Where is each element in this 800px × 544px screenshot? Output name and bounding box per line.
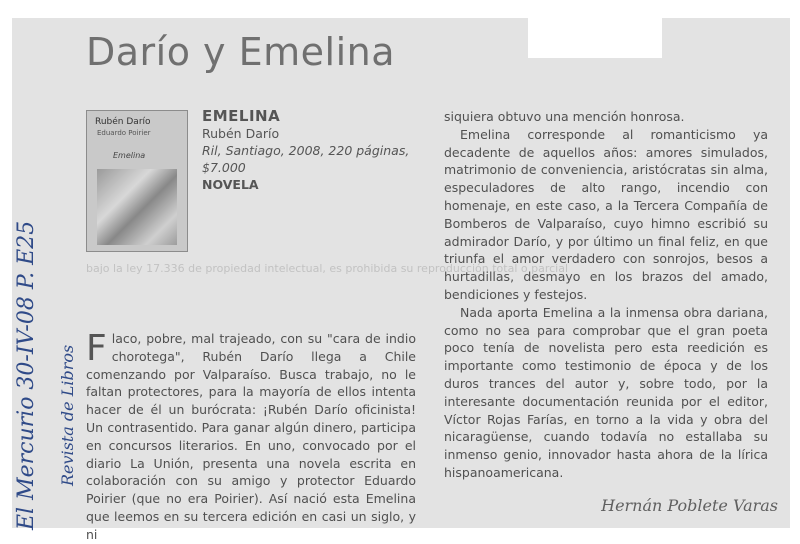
handwritten-section-note: Revista de Libros xyxy=(58,344,77,486)
book-genre: NOVELA xyxy=(202,177,259,192)
book-author: Rubén Darío xyxy=(202,126,280,141)
article-column-1 xyxy=(86,330,416,544)
drop-cap: F xyxy=(86,328,107,369)
cover-illustration xyxy=(97,169,177,245)
paper-corner-gap xyxy=(528,18,662,58)
cover-title: Rubén Darío xyxy=(95,117,151,127)
book-publisher: Ril, Santiago, 2008, 220 páginas, xyxy=(202,143,410,158)
book-info xyxy=(202,108,409,193)
column-2-paragraph-2: Emelina corresponde al romanticismo ya decadente de aquellos años: amores simulados, matrimonio de conveniencia, aristócratas sin alma, especuladores de alto rango, incendio con homenaje, en este caso, a la Tercera Compañía de Bomberos de Valparaíso, cuyo himno escribió su admirador Darío, y por último un final feliz, en que triunfa el amor verdadero con sonrojos, besos a hurtadillas, desmayo en los brazos del amado, bendiciones y festejos. xyxy=(444,126,768,302)
column-1-text: laco, pobre, mal trajeado, con su "cara de indio chorotega", Rubén Darío llega a Chile comenzando por Valparaíso. Busca trabajo, no le faltan protectores, para la mayoría de ellos intenta hacer de él un burócrata: ¡Rubén Darío oficinista! Un contrasentido. Para ganar algún dinero, participa en concursos literarios. En uno, convocado por el diario La Unión, presenta una novela escrita en colaboración con su amigo y protector Eduardo Poirier (que no era Poirier). Así nació esta Emelina que leemos en su tercera edición en casi un siglo, y ni xyxy=(86,331,416,542)
article-column-2 xyxy=(444,108,768,482)
article-title: Darío y Emelina xyxy=(86,30,396,74)
author-signature: Hernán Poblete Varas xyxy=(601,496,778,515)
handwritten-source-note: El Mercurio 30-IV-08 P. E25 xyxy=(14,220,39,530)
cover-subtitle: Eduardo Poirier xyxy=(97,129,151,137)
faint-notice: bajo la ley 17.336 de propiedad intelectual, es prohibida su reproducción total o parcial xyxy=(86,262,569,275)
column-2-paragraph-1: siquiera obtuvo una mención honrosa. xyxy=(444,109,685,124)
column-2-paragraph-3: Nada aporta Emelina a la inmensa obra dariana, como no sea para comprobar que el gran poeta poco tenía de novelista pero esta reedición es importante como testimonio de época y de los duros trances del autor y, sobre todo, por la interesante documentación reunida por el editor, Víctor Rojas Farías, en torno a la vida y obra del nicaragüense, cuando todavía no estallaba su inmenso genio, innovador hasta ahora de la lírica hispanoamericana. xyxy=(444,304,768,480)
book-cover-image xyxy=(86,110,188,252)
book-price: $7.000 xyxy=(202,160,246,175)
book-title: EMELINA xyxy=(202,107,281,125)
cover-name: Emelina xyxy=(113,151,146,160)
